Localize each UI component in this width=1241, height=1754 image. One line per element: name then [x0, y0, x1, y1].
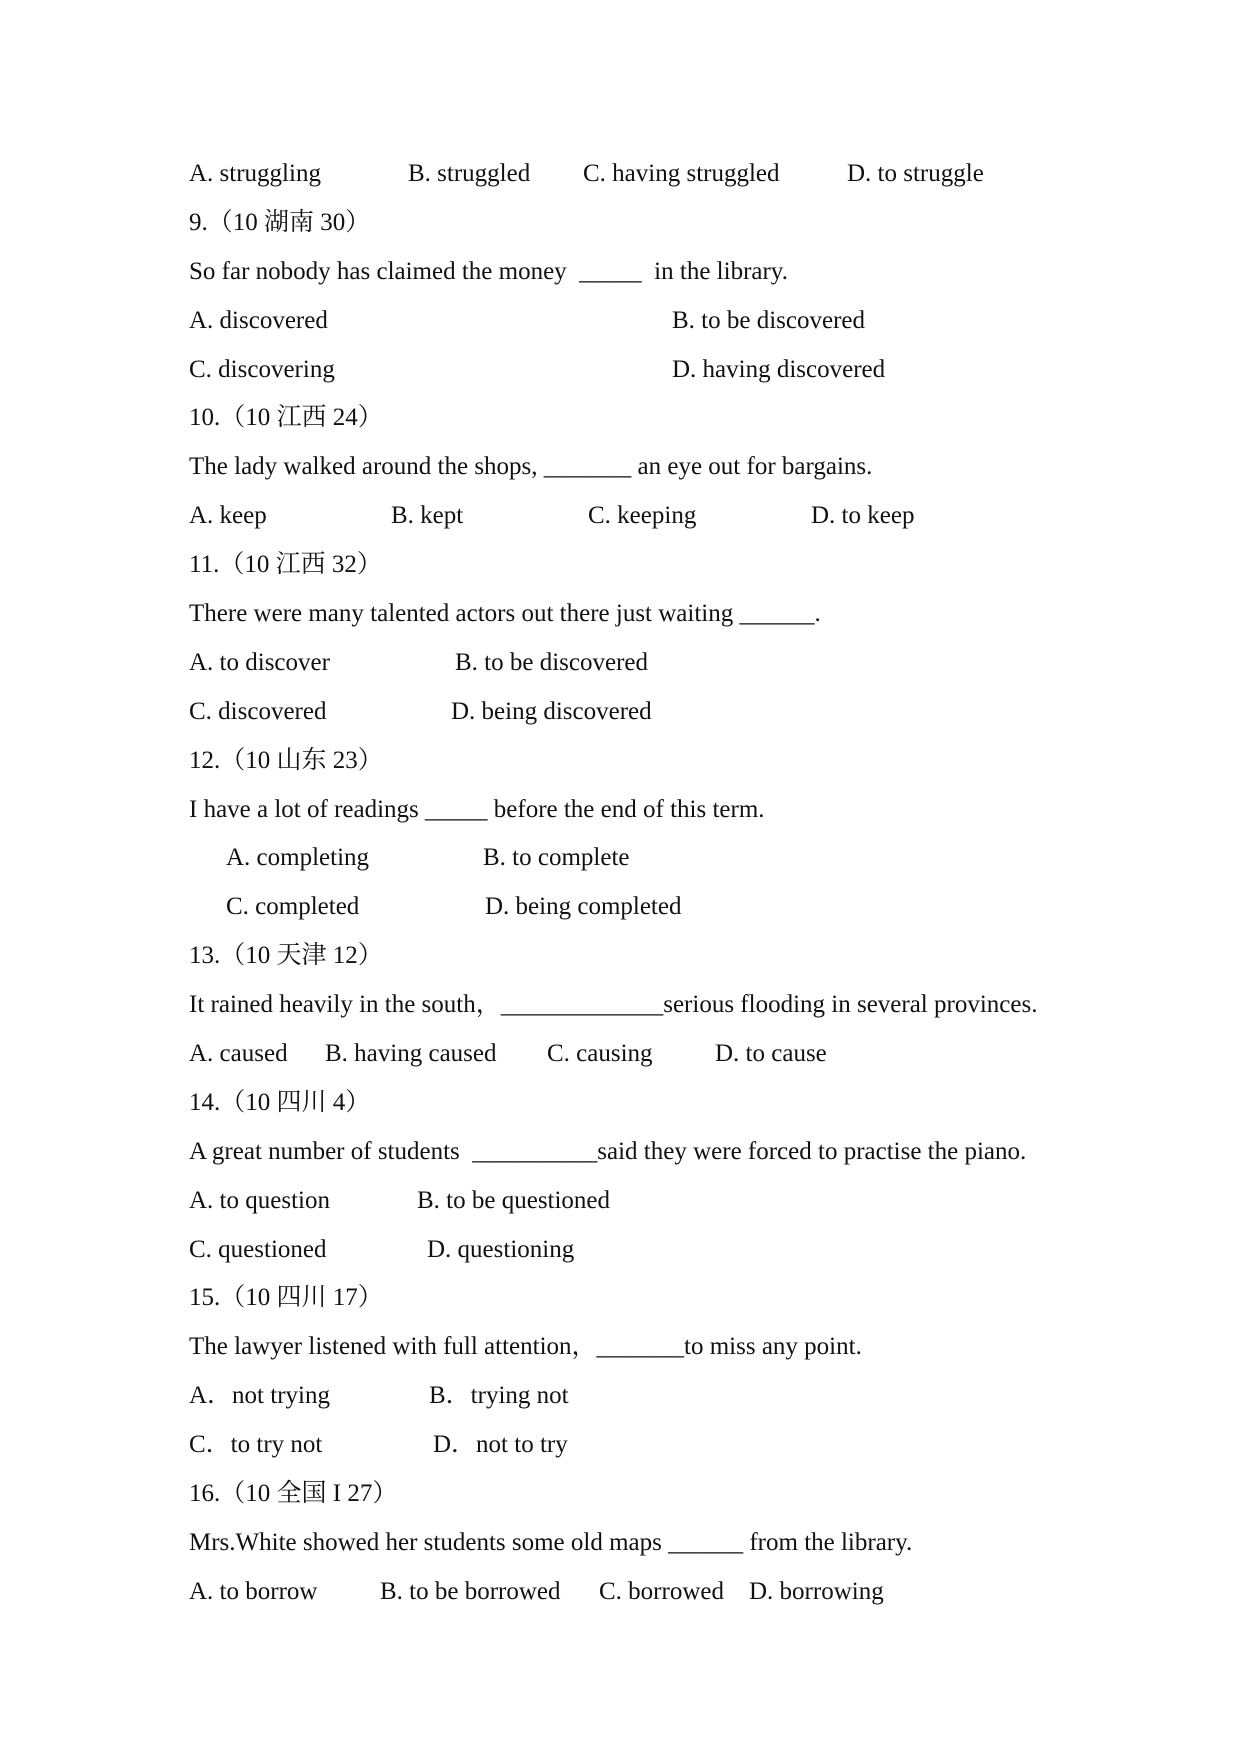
question-number: 9.（10 湖南 30）	[189, 208, 371, 236]
options-row	[0, 297, 1241, 346]
option-a: A. to discover	[189, 648, 330, 676]
option-a: A．not trying	[189, 1382, 330, 1410]
option-c: C. borrowed	[599, 1577, 724, 1605]
option-b: B. to be discovered	[455, 648, 649, 676]
question-number: 14.（10 四川 4）	[189, 1088, 371, 1116]
question-stem: I have a lot of readings _____ before the end of this term.	[189, 795, 765, 823]
option-c: C. discovered	[189, 697, 327, 725]
option-c: C. discovering	[189, 355, 335, 383]
question-number: 11.（10 江西 32）	[189, 551, 382, 579]
question-12	[0, 737, 1241, 933]
option-a: A. caused	[189, 1040, 288, 1068]
option-d: D. having discovered	[672, 355, 886, 383]
options-row	[0, 1030, 1241, 1079]
option-b: B. to be borrowed	[380, 1577, 561, 1605]
question-14	[0, 1079, 1241, 1275]
option-c: C. questioned	[189, 1235, 327, 1263]
option-d: D. to cause	[715, 1040, 827, 1068]
question-stem: There were many talented actors out there just waiting ______.	[189, 600, 821, 628]
options-row	[0, 1177, 1241, 1226]
question-15	[0, 1274, 1241, 1470]
previous-question-options-row	[0, 150, 1241, 199]
option-b: B. to complete	[483, 844, 630, 872]
option-b: B. to be questioned	[417, 1186, 611, 1214]
option-b: B. to be discovered	[672, 306, 866, 334]
options-row	[0, 492, 1241, 541]
option-d: D. being completed	[485, 893, 682, 921]
option-a: A. discovered	[189, 306, 328, 334]
question-number: 15.（10 四川 17）	[189, 1284, 383, 1312]
options-row	[0, 834, 1241, 883]
option-a: A. completing	[226, 844, 370, 872]
option-c: C. causing	[547, 1040, 653, 1068]
question-13	[0, 932, 1241, 1079]
question-stem: So far nobody has claimed the money _____ in the library.	[189, 257, 788, 285]
question-11	[0, 541, 1241, 737]
option-c: C. having struggled	[583, 160, 780, 187]
options-row	[0, 1226, 1241, 1275]
option-d: D. questioning	[427, 1235, 575, 1263]
options-row	[0, 639, 1241, 688]
option-d: D．not to try	[433, 1431, 568, 1459]
question-10	[0, 394, 1241, 541]
option-b: B. having caused	[325, 1040, 497, 1068]
option-b: B. struggled	[408, 160, 531, 187]
options-row	[0, 883, 1241, 932]
options-row	[0, 688, 1241, 737]
question-number: 16.（10 全国 I 27）	[189, 1480, 398, 1508]
question-9	[0, 199, 1241, 395]
option-c: C. keeping	[588, 502, 697, 530]
question-stem: The lawyer listened with full attention，_______to miss any point.	[189, 1333, 862, 1361]
option-d: D. borrowing	[749, 1577, 884, 1605]
question-stem: It rained heavily in the south，_____________serious flooding in several provinces.	[189, 991, 1038, 1019]
option-a: A. struggling	[189, 160, 321, 187]
option-b: B．trying not	[429, 1382, 569, 1410]
option-c: C. completed	[226, 893, 360, 921]
options-row	[0, 346, 1241, 395]
option-d: D. being discovered	[451, 697, 652, 725]
options-row	[0, 1421, 1241, 1470]
question-stem: A great number of students __________said they were forced to practise the piano.	[189, 1137, 1027, 1165]
question-16	[0, 1470, 1241, 1617]
question-number: 13.（10 天津 12）	[189, 942, 383, 970]
option-c: C．to try not	[189, 1431, 323, 1459]
option-a: A. to question	[189, 1186, 330, 1214]
exam-page-content	[0, 150, 1241, 1617]
question-stem: Mrs.White showed her students some old maps ______ from the library.	[189, 1528, 913, 1556]
option-b: B. kept	[391, 502, 464, 530]
option-d: D. to keep	[811, 502, 915, 530]
option-d: D. to struggle	[847, 160, 984, 187]
question-number: 10.（10 江西 24）	[189, 404, 383, 432]
option-a: A. keep	[189, 502, 267, 530]
options-row	[0, 1568, 1241, 1617]
option-a: A. to borrow	[189, 1577, 318, 1605]
options-row	[0, 1372, 1241, 1421]
question-number: 12.（10 山东 23）	[189, 746, 383, 774]
question-stem: The lady walked around the shops, _______ an eye out for bargains.	[189, 453, 873, 481]
